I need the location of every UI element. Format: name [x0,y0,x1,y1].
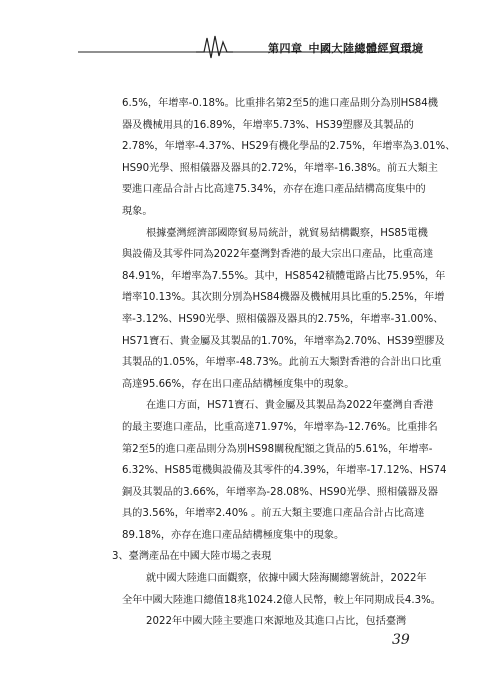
chapter-name: 中國大陸總體經貿環境 [308,42,424,55]
text-line: 器及機械用具的16.89%，年增率5.73%、HS39塑膠及其製品的 [122,119,414,131]
text-line: 現象。 [122,205,153,217]
text-line: 的最主要進口產品，比重高達71.97%，年增率為-12.76%。比重排名 [122,421,438,433]
text-line: 高達95.66%，存在出口產品結構極度集中的現象。 [122,378,355,390]
chapter-label: 第四章 [268,42,303,55]
text-line: 6.5%，年增率-0.18%。比重排名第2至5的進口產品則分為別HS84機 [122,98,438,109]
text-line: 與設備及其零件同為2022年臺灣對香港的最大宗出口產品，比重高達 [122,249,434,261]
section-heading: 3、臺灣產品在中國大陸市場之表現 [112,551,272,563]
chapter-title [268,40,424,56]
text-line: 2022年中國大陸主要進口來源地及其進口占比，包括臺灣 [146,616,407,628]
text-line: 全年中國大陸進口總值18兆1024.2億人民幣，較上年同期成長4.3%。 [122,594,441,606]
text-line: 根據臺灣經濟部國際貿易局統計，就貿易結構觀察，HS85電機 [146,227,428,239]
text-line: 其製品的1.05%，年增率-48.73%。此前五大類對香港的合計出口比重 [122,357,442,369]
text-line: 89.18%，亦存在進口產品結構極度集中的現象。 [122,529,345,541]
text-line: 就中國大陸進口面觀察，依據中國大陸海關總署統計，2022年 [146,573,427,585]
text-line: HS90光學、照相儀器及器具的2.72%，年增率-16.38%。前五大類主 [122,162,438,174]
text-line: 第2至5的進口產品則分為別HS98關稅配額之貨品的5.61%，年增率- [122,443,433,455]
text-line: 要進口產品合計占比高達75.34%，亦存在進口產品結構高度集中的 [122,184,426,196]
text-line: 在進口方面，HS71寶石、貴金屬及其製品為2022年臺灣自香港 [146,400,434,412]
text-line: 銅及其製品的3.66%，年增率為-28.08%、HS90光學、照相儀器及器 [122,486,438,498]
page-header [0,0,480,60]
body-text [112,93,456,633]
text-line: 2.78%，年增率-4.37%、HS29有機化學品的2.75%，年增率為3.01%、 [122,141,456,153]
text-line: 6.32%、HS85電機與設備及其零件的4.39%，年增率-17.12%、HS74 [122,465,447,477]
text-line: 具的3.56%，年增率2.40% 。前五大類主要進口產品合計占比高達 [122,508,425,520]
text-line: HS71寶石、貴金屬及其製品的1.70%，年增率為2.70%、HS39塑膠及 [122,335,445,347]
body-paragraphs [112,93,456,633]
text-line: 增率10.13%。其次則分別為HS84機器及機械用具比重的5.25%，年增 [122,292,445,304]
text-line: 84.91%，年增率為7.55%。其中，HS8542積體電路占比75.95%，年 [122,270,446,282]
text-line: 率-3.12%、HS90光學、照相儀器及器具的2.75%，年增率-31.00%、 [122,313,444,325]
heartbeat-wave-icon [196,36,233,58]
page-number: 39 [392,632,410,648]
